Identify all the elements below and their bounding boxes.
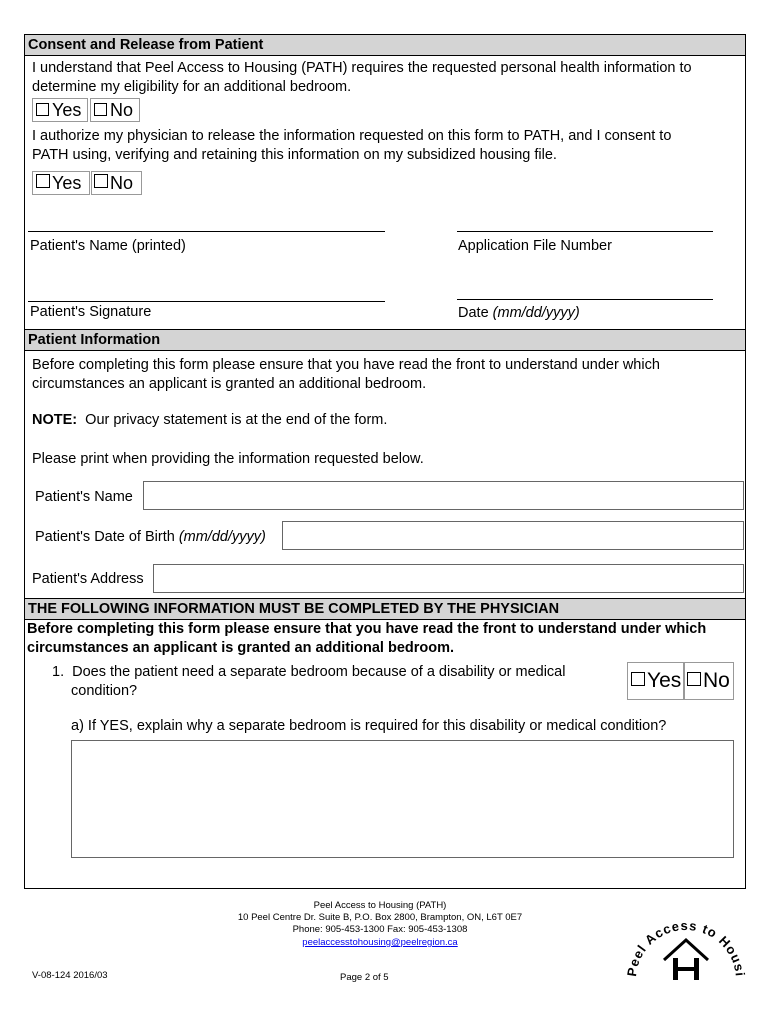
checkbox-icon xyxy=(94,174,108,188)
checkbox-icon xyxy=(36,103,49,116)
patient-info-intro-line-2: circumstances an applicant is granted an additional bedroom. xyxy=(32,376,427,392)
footer-address: 10 Peel Centre Dr. Suite B, P.O. Box 2800, Brampton, ON, L6T 0E7 xyxy=(237,912,523,923)
patient-name-line[interactable] xyxy=(28,231,385,232)
privacy-note: NOTE: Our privacy statement is at the end of the form. xyxy=(32,412,388,428)
yes-label: Yes xyxy=(52,173,82,193)
question-1a: a) If YES, explain why a separate bedroom is required for this disability or medical condition? xyxy=(71,718,667,734)
signature-line[interactable] xyxy=(28,301,385,302)
patient-name-printed-label: Patient's Name (printed) xyxy=(30,238,186,254)
question-1-no-checkbox[interactable] xyxy=(684,662,734,700)
logo-text: Peel Access to Housi xyxy=(624,917,748,978)
footer-org: Peel Access to Housing (PATH) xyxy=(313,900,447,911)
consent-statement-1-line-1: I understand that Peel Access to Housing (PATH) requires the requested personal health information to xyxy=(32,60,692,76)
footer-email-link[interactable]: peelaccesstohousing@peelregion.ca xyxy=(302,937,458,948)
physician-intro-line-2: circumstances an applicant is granted an additional bedroom. xyxy=(27,640,455,656)
patient-info-header: Patient Information xyxy=(24,329,746,351)
consent-statement-2-line-2: PATH using, verifying and retaining this information on my subsidized housing file. xyxy=(32,147,557,163)
yes-label: Yes xyxy=(647,669,682,692)
consent-1-no-checkbox[interactable] xyxy=(90,98,140,122)
question-1-line-1: 1. Does the patient need a separate bedroom because of a disability or medical xyxy=(52,664,566,680)
no-label: No xyxy=(703,669,730,692)
no-label: No xyxy=(110,100,134,120)
consent-statement-2-line-1: I authorize my physician to release the information requested on this form to PATH, and I consent to xyxy=(32,128,672,144)
no-label: No xyxy=(110,173,134,193)
consent-1-yes-checkbox[interactable] xyxy=(32,98,88,122)
file-number-label: Application File Number xyxy=(458,238,612,254)
checkbox-icon xyxy=(36,174,50,188)
consent-header: Consent and Release from Patient xyxy=(24,34,746,56)
patient-address-input[interactable] xyxy=(153,564,744,593)
question-1-line-2: condition? xyxy=(71,683,138,699)
checkbox-icon xyxy=(687,672,701,686)
physician-header: THE FOLLOWING INFORMATION MUST BE COMPLETED BY THE PHYSICIAN xyxy=(24,598,746,620)
patient-name-label: Patient's Name xyxy=(35,489,133,505)
date-line[interactable] xyxy=(457,299,713,300)
path-logo-svg xyxy=(620,910,752,986)
file-number-line[interactable] xyxy=(457,231,713,232)
form-code: V-08-124 2016/03 xyxy=(32,970,108,981)
date-label: Date (mm/dd/yyyy) xyxy=(458,305,580,321)
footer-phone: Phone: 905-453-1300 Fax: 905-453-1308 xyxy=(292,924,468,935)
signature-label: Patient's Signature xyxy=(30,304,152,320)
patient-info-intro-line-1: Before completing this form please ensure that you have read the front to understand under which xyxy=(32,357,660,373)
print-note: Please print when providing the information requested below. xyxy=(32,451,424,467)
patient-address-label: Patient's Address xyxy=(32,571,144,587)
page-number: Page 2 of 5 xyxy=(340,972,389,983)
dob-input[interactable] xyxy=(282,521,744,550)
checkbox-icon xyxy=(631,672,645,686)
checkbox-icon xyxy=(94,103,107,116)
patient-name-input[interactable] xyxy=(143,481,744,510)
question-1a-explanation-textarea[interactable] xyxy=(71,740,734,858)
yes-label: Yes xyxy=(52,100,82,120)
question-1-yes-checkbox[interactable] xyxy=(627,662,684,700)
physician-intro-line-1: Before completing this form please ensure that you have read the front to understand under which xyxy=(27,621,707,637)
dob-label: Patient's Date of Birth (mm/dd/yyyy) xyxy=(35,529,266,545)
path-logo xyxy=(620,910,752,986)
consent-statement-1-line-2: determine my eligibility for an additional bedroom. xyxy=(32,79,352,95)
consent-2-no-checkbox[interactable] xyxy=(91,171,142,195)
house-icon xyxy=(664,940,708,980)
consent-2-yes-checkbox[interactable] xyxy=(32,171,90,195)
